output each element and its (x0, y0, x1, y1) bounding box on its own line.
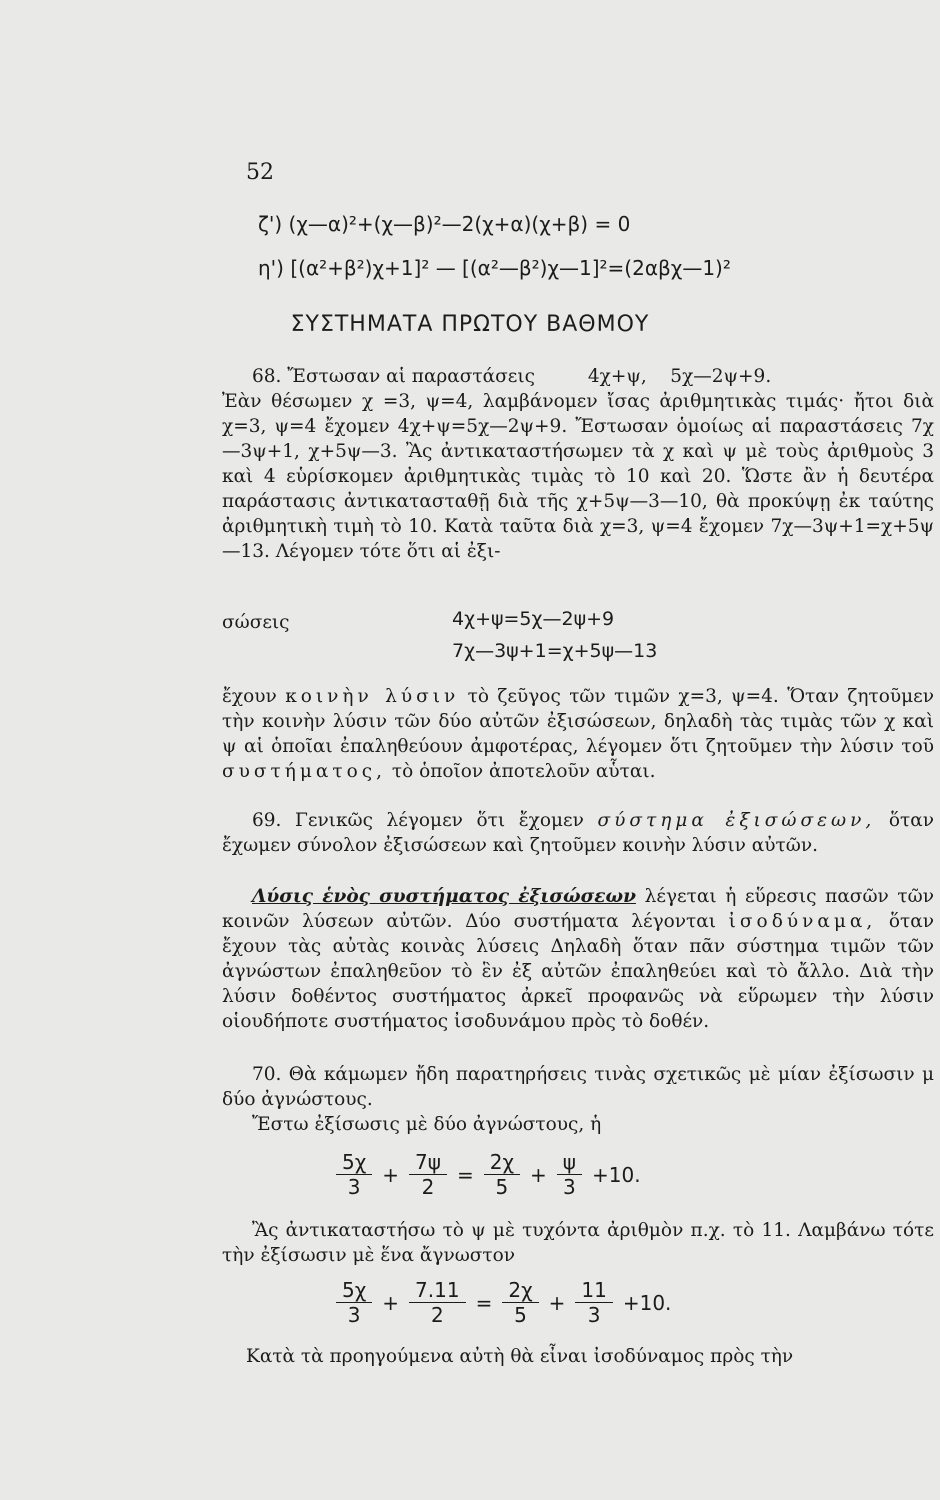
denominator: 5 (514, 1303, 527, 1327)
page-number: 52 (246, 160, 274, 185)
equation-tail: +10. (591, 1162, 641, 1187)
operator: + (530, 1162, 547, 1187)
fraction (484, 1150, 520, 1199)
formula-eta: η') [(α²+β²)χ+1]² — [(α²—β²)χ—1]²=(2αβχ—1)² (258, 256, 731, 280)
emphasis-spaced: ἰσοδύναμα, (728, 911, 877, 932)
denominator: 3 (347, 1175, 361, 1199)
last-line: Κατὰ τὰ προηγούμενα αὐτὴ θὰ εἶναι ἰσοδύναμος πρὸς τὴν (246, 1346, 794, 1367)
text: λέγεται ἡ εὕρεσις πασῶν τῶν κοινῶν λύσεων αὐτῶν. Δύο συστήματα λέγονται (222, 886, 934, 932)
numerator: 7.11 (409, 1278, 466, 1303)
denominator: 3 (587, 1303, 601, 1327)
bold-term: Λύσις ἑνὸς συστήματος ἐξισώσεων (252, 886, 636, 907)
text: ὅταν ἔχωμεν σύνολον ἐξισώσεων καὶ ζητοῦμεν κοινὴν λύσιν αὐτῶν. (222, 810, 934, 856)
system-equation-2: 7χ—3ψ+1=χ+5ψ—13 (452, 640, 658, 662)
paragraph-70 (222, 1062, 934, 1137)
emphasis-spaced: κοινὴν λύσιν (285, 686, 460, 707)
equation-1 (336, 1150, 641, 1199)
text: τὸ ὁποῖον ἀποτελοῦν αὗται. (391, 761, 656, 782)
numerator: 5χ (336, 1278, 372, 1303)
numerator: 7ψ (409, 1150, 447, 1175)
paragraph-68-body: Ἐὰν θέσωμεν χ =3, ψ=4, λαμβάνομεν ἴσας ἀριθμητικὰς τιμάς· ἤτοι διὰ χ=3, ψ=4 ἔχομεν 4χ+ψ=5χ—2ψ+9. Ἔστωσαν ὁμοίως αἱ παραστάσεις 7χ—3ψ+1, χ+5ψ—3. Ἂς ἀντικαταστήσωμεν τὰ χ καὶ ψ μὲ τοὺς ἀριθμοὺς 3 καὶ 4 εὑρίσκομεν ἀριθμητικὰς τιμὰς τὸ 10 καὶ 20. Ὥστε ἂν ἡ δευτέρα παράστασις ἀντικατασταθῇ διὰ τῆς χ+5ψ—3—10, θὰ προκύψῃ ἐκ ταύτης ἀριθμητικὴ τιμὴ τὸ 10. Κατὰ ταῦτα διὰ χ=3, ψ=4 ἔχομεν 7χ—3ψ+1=χ+5ψ—13. Λέγομεν τότε ὅτι αἱ ἐξι- (222, 391, 934, 562)
text: τὸ ζεῦγος τῶν τιμῶν χ=3, ψ=4. Ὅταν ζητοῦμεν τὴν κοινὴν λύσιν τῶν δύο αὐτῶν ἐξισώσεων, δηλαδὴ τὰς τιμὰς τῶν χ καὶ ψ αἱ ὁποῖαι ἐπαληθεύουν ἀμφοτέρας, λέγομεν ὅτι ζητοῦμεν τὴν λύσιν τοῦ (222, 686, 934, 757)
section-heading: ΣΥΣΤΗΜΑΤΑ ΠΡΩΤΟΥ ΒΑΘΜΟΥ (290, 312, 650, 337)
paragraph-70-text: 70. Θὰ κάμωμεν ἤδη παρατηρήσεις τινὰς σχετικῶς μὲ μίαν ἐξίσωσιν μ δύο ἀγνώστους. (222, 1064, 934, 1110)
paragraph-substitution (222, 1218, 934, 1268)
numerator: 11 (575, 1278, 612, 1303)
fraction (502, 1278, 538, 1327)
operator: + (548, 1290, 566, 1315)
text: 69. Γενικῶς λέγομεν ὅτι ἔχομεν (252, 810, 584, 831)
formula-zeta: ζ') (χ—α)²+(χ—β)²—2(χ+α)(χ+β) = 0 (258, 212, 631, 236)
paragraph-70-line2: Ἔστω ἐξίσωσις μὲ δύο ἀγνώστους, ἡ (252, 1114, 602, 1135)
operator: = (475, 1290, 493, 1315)
paragraph-68-line1: 68. Ἔστωσαν αἱ παραστάσεις 4χ+ψ, 5χ—2ψ+9. (252, 366, 772, 387)
denominator: 3 (347, 1303, 361, 1327)
text: ἔχουν (222, 686, 277, 707)
denominator: 2 (430, 1303, 444, 1327)
operator: + (382, 1162, 400, 1187)
numerator: 2χ (502, 1278, 538, 1303)
fraction (336, 1150, 372, 1199)
denominator: 5 (495, 1175, 509, 1199)
fraction (409, 1278, 466, 1327)
numerator: ψ (557, 1150, 582, 1175)
fraction (557, 1150, 582, 1199)
fraction (575, 1278, 612, 1327)
emphasis-spaced: συστήματος, (222, 761, 386, 782)
substitution-text: Ἂς ἀντικαταστήσω τὸ ψ μὲ τυχόντα ἀριθμὸν π.χ. τὸ 11. Λαμβάνω τότε τὴν ἐξίσωσιν μὲ ἕνα ἄγνωστον (222, 1220, 934, 1266)
sosis-label: σώσεις (222, 612, 290, 633)
paragraph-68 (222, 364, 934, 564)
denominator: 3 (563, 1175, 576, 1199)
fraction (336, 1278, 372, 1327)
equation-tail: +10. (622, 1290, 672, 1315)
emphasis-spaced: σύστημα ἐξισώσεων, (597, 810, 876, 831)
fraction (409, 1150, 447, 1199)
numerator: 5χ (336, 1150, 372, 1175)
equation-2 (336, 1278, 671, 1327)
denominator: 2 (421, 1175, 435, 1199)
paragraph-69 (222, 808, 934, 858)
operator: + (382, 1290, 400, 1315)
numerator: 2χ (484, 1150, 520, 1175)
paragraph-lysis (222, 884, 934, 1034)
text: ὅταν ἔχουν τὰς αὐτὰς κοινὰς λύσεις Δηλαδὴ ὅταν πᾶν σύστημα τιμῶν τῶν ἀγνώστων ἐπαληθεῦον τὸ ἓν ἐξ αὐτῶν ἐπαληθεύει καὶ τὸ ἄλλο. Διὰ τὴν λύσιν δοθέντος συστήματος ἀρκεῖ προφανῶς νὰ εὕρωμεν τὴν λύσιν οἱουδήποτε συστήματος ἰσοδυνάμου πρὸς τὸ δοθέν. (222, 911, 934, 1032)
paragraph-68-continued (222, 684, 934, 784)
operator: = (456, 1162, 474, 1187)
system-equation-1: 4χ+ψ=5χ—2ψ+9 (452, 608, 615, 630)
